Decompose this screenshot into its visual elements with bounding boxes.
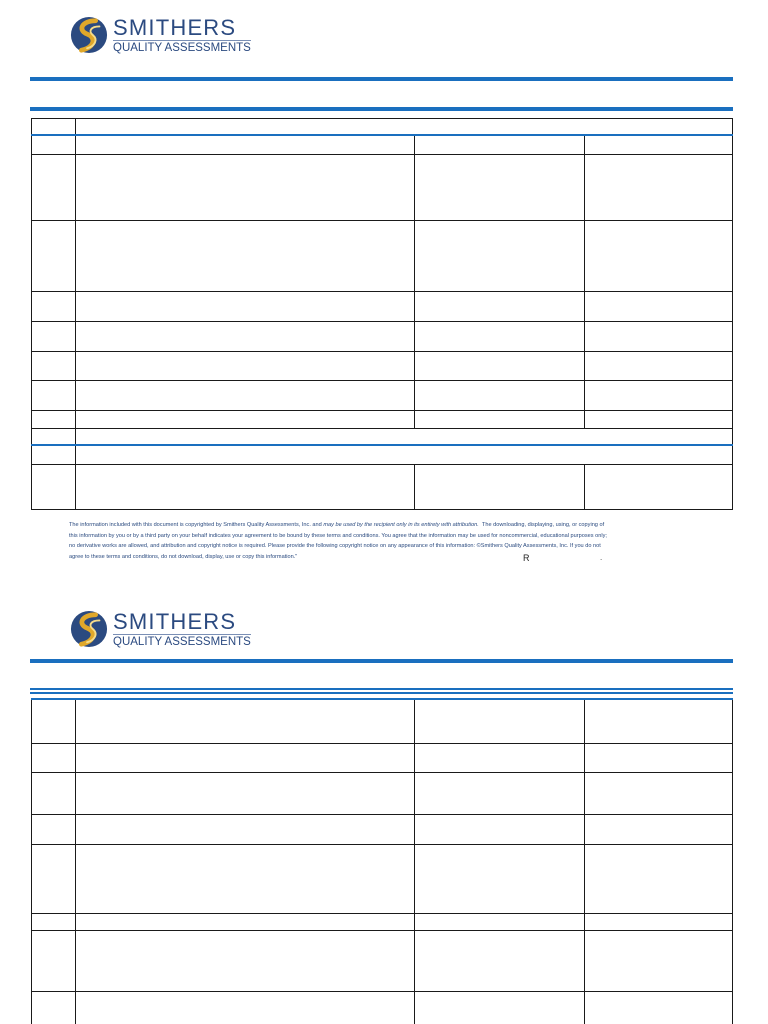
- notice-period: .: [600, 553, 603, 562]
- brand-name: SMITHERS: [113, 608, 237, 634]
- header-rule-page2: [30, 659, 733, 663]
- form-table: [31, 118, 733, 511]
- copyright-notice: The information included with this document is copyrighted by Smithers Quality Assessments, Inc. and may be used by the recipient only in its entirety with attribution. The downloading, displaying, using, or copying of this information by you or by a third party on your behalf indicates your agreement to be bound by these terms and conditions. You agree that the information may be used for noncommercial, educational purposes only; no derivative works are allowed, and attribution and copyright notice is required. Please provide the following copyright notice on any appearance of this information: ©Smithers Quality Assessments, Inc. If you do not agree to these terms and conditions, do not download, display, use or copy this information.": [69, 522, 607, 560]
- registered-mark: R: [523, 553, 530, 563]
- section-rule: [30, 107, 733, 111]
- form-table-page2: [31, 698, 733, 1024]
- header-rule: [30, 77, 733, 81]
- company-logo-page2: [70, 609, 251, 649]
- smithers-swirl-icon: [70, 609, 108, 649]
- brand-name: SMITHERS: [113, 14, 237, 40]
- section-rule-page2-a: [30, 688, 733, 690]
- section-rule-page2-b: [30, 692, 733, 694]
- company-logo: [70, 15, 251, 55]
- brand-tagline: QUALITY ASSESSMENTS: [113, 41, 251, 54]
- brand-tagline: QUALITY ASSESSMENTS: [113, 635, 251, 648]
- smithers-swirl-icon: [70, 15, 108, 55]
